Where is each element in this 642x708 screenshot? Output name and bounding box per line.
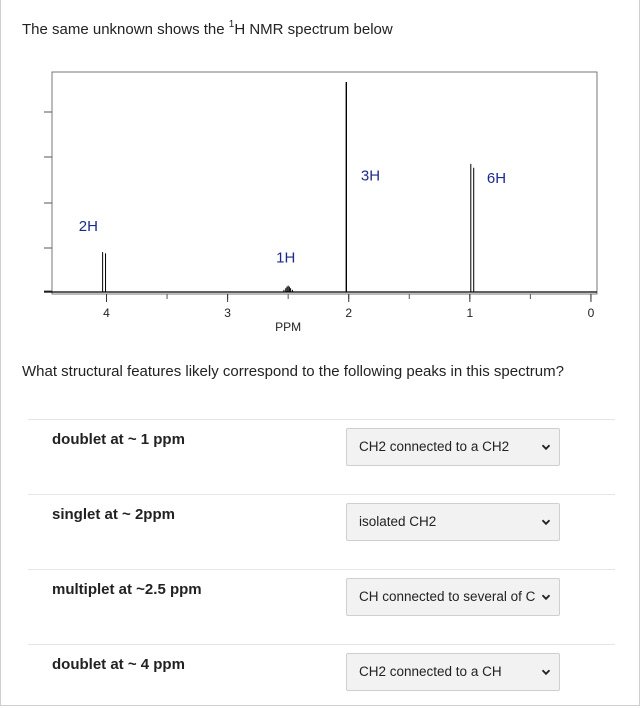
select-2ppm-value: isolated CH2 [359, 514, 437, 529]
x-axis-label: PPM [275, 320, 302, 334]
x-tick-label: 2 [345, 306, 353, 320]
x-tick-label: 1 [466, 306, 474, 320]
question-text: What structural features likely correspond to the following peaks in this spectrum? [22, 363, 564, 380]
plot-frame [52, 72, 597, 294]
select-4ppm-value: CH2 connected to a CH [359, 664, 502, 679]
select-4ppm[interactable] [346, 653, 560, 691]
chevron-down-icon [541, 517, 551, 527]
peak-label-2-5ppm: multiplet at ~2.5 ppm [52, 581, 202, 598]
x-tick-label: 3 [224, 306, 231, 320]
divider [28, 419, 615, 420]
integration-label: 1H [276, 249, 296, 267]
divider [28, 494, 615, 495]
peak-label-4ppm: doublet at ~ 4 ppm [52, 656, 185, 673]
select-2-5ppm-value: CH connected to several of C [359, 589, 536, 604]
intro-text [22, 20, 393, 38]
intro-before: The same unknown shows the [22, 21, 229, 38]
x-tick-label: 4 [103, 306, 110, 320]
select-2ppm[interactable] [346, 503, 560, 541]
integration-label: 2H [78, 218, 98, 236]
divider [28, 569, 615, 570]
select-1ppm[interactable] [346, 428, 560, 466]
intro-superscript: 1 [228, 19, 235, 30]
chevron-down-icon [541, 592, 551, 602]
intro-after: H NMR spectrum below [234, 21, 393, 38]
peak-label-1ppm: doublet at ~ 1 ppm [52, 431, 185, 448]
select-2-5ppm[interactable] [346, 578, 560, 616]
chevron-down-icon [541, 667, 551, 677]
select-1ppm-value: CH2 connected to a CH2 [359, 439, 510, 454]
chevron-down-icon [541, 442, 551, 452]
x-tick-label: 0 [587, 306, 595, 320]
divider [28, 644, 615, 645]
integration-label: 3H [360, 167, 381, 185]
nmr-spectrum-chart [44, 70, 604, 340]
peak-label-2ppm: singlet at ~ 2ppm [52, 506, 175, 523]
integration-label: 6H [486, 169, 507, 187]
